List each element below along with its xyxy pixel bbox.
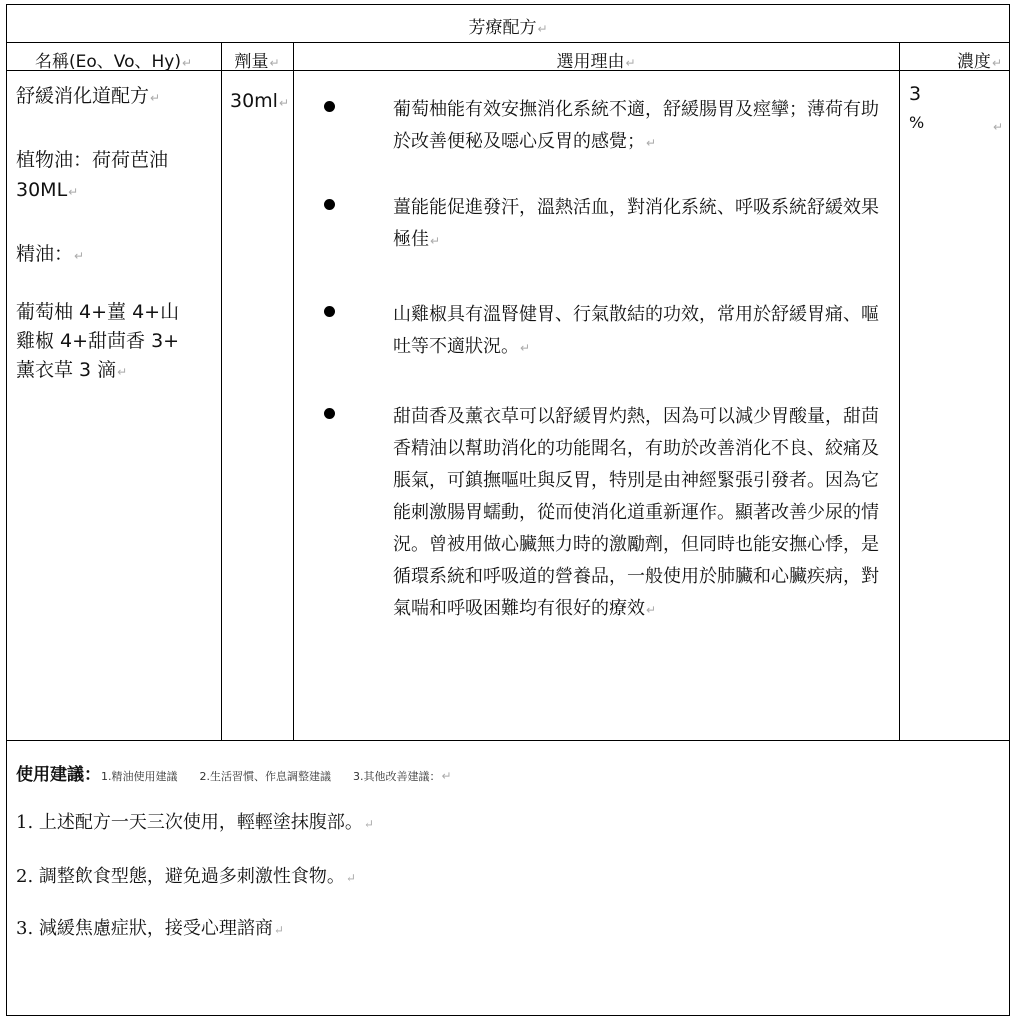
concentration-unit (909, 109, 924, 137)
carrier-oil (16, 146, 168, 174)
header-concentration: 濃度↵ (956, 52, 1002, 72)
carrier-oil-text: 植物油：荷荷芭油 (16, 149, 169, 171)
formula-name: 舒緩消化道配方↵ (16, 85, 161, 107)
header-name: 名稱(Eo、Vo、Hy)↵ (34, 52, 193, 72)
col-divider-name (221, 42, 222, 740)
bullet-icon (324, 306, 335, 317)
header-reason: 選用理由↵ (556, 52, 636, 72)
header-dose: 劑量↵ (234, 52, 280, 72)
reason-item-3: 山雞椒具有溫腎健胃、行氣散結的功效，常用於舒緩胃痛、嘔吐等不適狀況。↵ (328, 299, 908, 363)
concentration-value (909, 80, 921, 108)
bullet-icon (324, 199, 335, 210)
bullet-icon (324, 408, 335, 419)
advice-item-1-text: 1. 上述配方一天三次使用，輕輕塗抹腹部。 (16, 812, 363, 833)
advice-item-2-text: 2. 調整飲食型態，避免過多刺激性食物。 (16, 866, 345, 887)
essential-line-1 (16, 298, 179, 326)
aromatherapy-document (6, 4, 1010, 1016)
concentration-value-text: 3 (909, 83, 922, 105)
header-name-text: 名稱(Eo、Vo、Hy) (34, 52, 181, 72)
reason-text-2: 薑能能促進發汗，溫熱活血，對消化系統、呼吸系統舒緩效果極佳 (393, 197, 879, 250)
reason-item-1: 葡萄柚能有效安撫消化系統不適，舒緩腸胃及痙攣；薄荷有助於改善便秘及噁心反胃的感覺；↵ (328, 94, 908, 158)
table-title-text: 芳療配方 (468, 18, 537, 38)
essential-line-2-text: 雞椒 4+甜茴香 3+ (16, 330, 180, 352)
dose-value-text: 30ml (230, 90, 278, 112)
title-row-divider (6, 42, 1010, 43)
header-dose-text: 劑量 (234, 52, 269, 72)
table-left-border (6, 4, 7, 1016)
table-top-border (6, 4, 1010, 5)
formula-name-text: 舒緩消化道配方 (16, 85, 150, 107)
concentration-mark: ↵ (993, 120, 1004, 134)
essential-line-3-text: 薰衣草 3 滴 (16, 359, 117, 381)
advice-item-2: 2. 調整飲食型態，避免過多刺激性食物。↵ (16, 866, 356, 887)
bullet-icon (324, 101, 335, 112)
advice-categories: 1.精油使用建議 2.生活習慣、作息調整建議 3.其他改善建議： (101, 770, 441, 783)
essential-line-3: 薰衣草 3 滴↵ (16, 359, 128, 381)
table-bottom-border (6, 1015, 1010, 1016)
advice-header: 使用建議：1.精油使用建議 2.生活習慣、作息調整建議 3.其他改善建議：↵ (16, 765, 452, 785)
concentration-unit-text: % (909, 113, 925, 132)
reason-text-1: 葡萄柚能有效安撫消化系統不適，舒緩腸胃及痙攣；薄荷有助於改善便秘及噁心反胃的感覺； (393, 99, 879, 152)
table-right-border (1009, 4, 1010, 1016)
header-reason-text: 選用理由 (556, 52, 625, 72)
advice-item-3: 3. 減緩焦慮症狀，接受心理諮商↵ (16, 918, 284, 939)
reason-text-4: 甜茴香及薰衣草可以舒緩胃灼熱，因為可以減少胃酸量，甜茴香精油以幫助消化的功能聞名，有助於改善消化不良、絞痛及脹氣，可鎮撫嘔吐與反胃，特別是由神經緊張引發者。因為它能刺激腸胃蠕動，從而使消化道重新運作。顯著改善少尿的情況。曾被用做心臟無力時的激勵劑，但同時也能安撫心悸，是循環系統和呼吸道的營養品，一般使用於肺臟和心臟疾病，對氣喘和呼吸困難均有很好的療效 (393, 406, 879, 619)
dose-value: 30ml↵ (230, 90, 290, 112)
advice-item-1: 1. 上述配方一天三次使用，輕輕塗抹腹部。↵ (16, 812, 374, 833)
advice-item-3-text: 3. 減緩焦慮症狀，接受心理諮商 (16, 918, 273, 939)
reason-text-3: 山雞椒具有溫腎健胃、行氣散結的功效，常用於舒緩胃痛、嘔吐等不適狀況。 (393, 304, 879, 357)
content-row-divider (6, 740, 1010, 741)
essential-label-text: 精油： (16, 243, 74, 265)
reason-item-2: 薑能能促進發汗，溫熱活血，對消化系統、呼吸系統舒緩效果極佳↵ (328, 192, 908, 256)
col-divider-dose (293, 42, 294, 740)
advice-title: 使用建議： (16, 765, 101, 785)
carrier-amount: 30ML↵ (16, 179, 79, 201)
header-concentration-text: 濃度 (956, 52, 991, 72)
carrier-amount-text: 30ML (16, 179, 68, 201)
reason-item-4: 甜茴香及薰衣草可以舒緩胃灼熱，因為可以減少胃酸量，甜茴香精油以幫助消化的功能聞名，有助於改善消化不良、絞痛及脹氣，可鎮撫嘔吐與反胃，特別是由神經緊張引發者。因為它能刺激腸胃蠕動，從而使消化道重新運作。顯著改善少尿的情況。曾被用做心臟無力時的激勵劑，但同時也能安撫心悸，是循環系統和呼吸道的營養品，一般使用於肺臟和心臟疾病，對氣喘和呼吸困難均有很好的療效↵ (328, 401, 908, 721)
table-title: 芳療配方↵ (468, 18, 548, 38)
essential-label: 精油：↵ (16, 243, 85, 265)
essential-line-2 (16, 327, 179, 355)
essential-line-1-text: 葡萄柚 4+薑 4+山 (16, 301, 180, 323)
